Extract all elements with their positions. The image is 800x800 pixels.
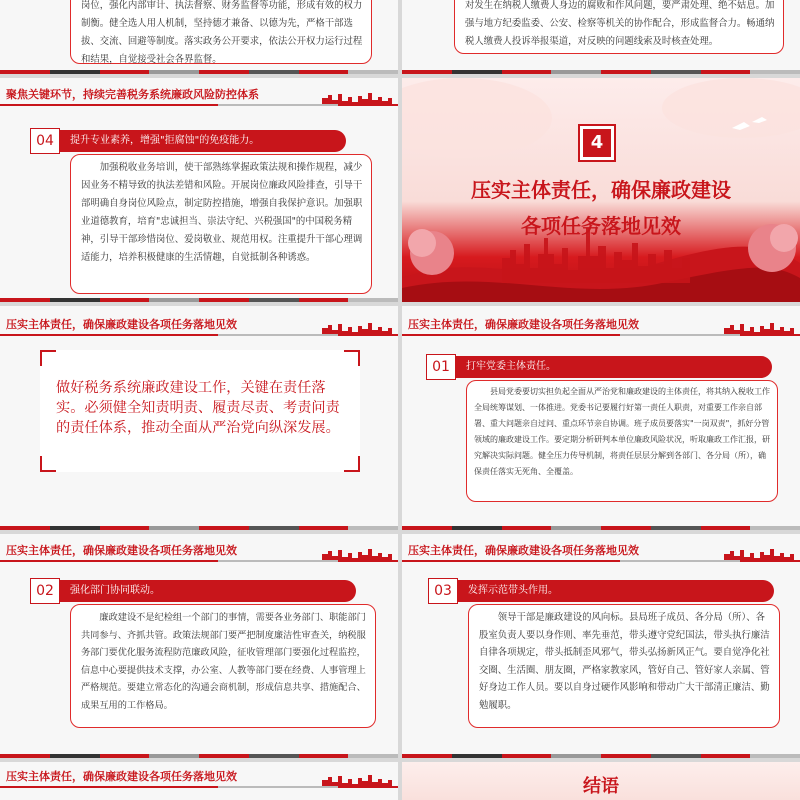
text-box xyxy=(70,604,376,728)
header-rule xyxy=(0,104,398,106)
slide-conclusion xyxy=(402,762,800,800)
section-title: 打牢党委主体责任。 xyxy=(466,361,556,372)
header-rule xyxy=(402,560,800,562)
body-text: 岗位，强化内部审计、执法督察、财务监督等功能，形成有效的权力制衡。健全选人用人机制，坚持德才兼备、以德为先，严格干部选拔、交流、回避等制度。落实政务公开要求，依法公开权力运行过程和结果，自觉接受社会各界监督。 xyxy=(81,0,363,65)
header-rule xyxy=(402,334,800,336)
skyline-icon xyxy=(724,322,794,334)
section-tag xyxy=(426,356,772,378)
cover-title-line2: 各项任务落地见效 xyxy=(521,214,681,238)
header-rule xyxy=(0,334,398,336)
slide-quote xyxy=(0,306,398,530)
slide-leading-role xyxy=(402,534,800,758)
slide-next-left xyxy=(0,762,398,800)
skyline-icon xyxy=(322,92,392,104)
section-tag xyxy=(30,130,346,152)
header-rule xyxy=(0,786,398,788)
bottom-stripe xyxy=(402,754,800,758)
slide-header: 聚焦关键环节，持续完善税务系统廉政风险防控体系 xyxy=(6,88,259,101)
text-box xyxy=(454,0,784,54)
text-box xyxy=(70,0,372,64)
section-number: 04 xyxy=(30,128,60,154)
skyline-icon xyxy=(322,548,392,560)
skyline-icon xyxy=(322,774,392,786)
text-box xyxy=(70,154,372,294)
slide-section-cover xyxy=(402,78,800,302)
section-number: 01 xyxy=(426,354,456,380)
text-box xyxy=(466,380,778,502)
slide-top-left xyxy=(0,0,398,74)
slide-header: 压实主体责任，确保廉政建设各项任务落地见效 xyxy=(6,544,237,557)
section-title: 发挥示范带头作用。 xyxy=(468,585,558,596)
section-title: 提升专业素养，增强"拒腐蚀"的免疫能力。 xyxy=(70,135,260,146)
bottom-stripe xyxy=(0,754,398,758)
section-number: 03 xyxy=(428,578,458,604)
body-text: 领导干部是廉政建设的风向标。县局班子成员、各分局（所）、各股室负责人要以身作则、率先垂范，带头遵守党纪国法，带头执行廉洁自律各项规定，带头抵制歪风邪气，带头弘扬新风正气。要自觉净化社交圈、生活圈、朋友圈，严格家教家风，管好自己、管好家人亲属、管好身边工作人员。要以自身过硬作风影响和带动广大干部清正廉洁、勤勉履职。 xyxy=(479,612,770,711)
slide-header: 压实主体责任，确保廉政建设各项任务落地见效 xyxy=(408,544,639,557)
section-tag xyxy=(30,580,356,602)
slide-header: 压实主体责任，确保廉政建设各项任务落地见效 xyxy=(408,318,639,331)
bottom-stripe xyxy=(0,526,398,530)
quote-box xyxy=(40,350,360,472)
slide-party-committee xyxy=(402,306,800,530)
header-rule xyxy=(0,560,398,562)
conclusion-title: 结语 xyxy=(583,776,619,797)
section-number: 4 xyxy=(583,129,611,157)
section-number-box xyxy=(578,124,616,162)
skyline-icon xyxy=(322,322,392,334)
bottom-stripe xyxy=(402,70,800,74)
body-text: 加强税收业务培训，使干部熟练掌握政策法规和操作规程，减少因业务不精导致的执法差错和风险。开展岗位廉政风险排查，引导干部明确自身岗位风险点，制定防控措施，增强自我保护意识。加强职业道德教育，培育"忠诚担当、崇法守纪、兴税强国"的中国税务精神，引导干部珍惜岗位、爱岗敬业、规范用权。注重提升干部心理调适能力，培养积极健康的生活情趣，自觉抵制各种诱惑。 xyxy=(81,162,363,263)
slide-header: 压实主体责任，确保廉政建设各项任务落地见效 xyxy=(6,770,237,783)
section-number: 02 xyxy=(30,578,60,604)
section-tag xyxy=(428,580,774,602)
slide-coordination xyxy=(0,534,398,758)
bottom-stripe xyxy=(0,298,398,302)
body-text: 廉政建设不是纪检组一个部门的事情，需要各业务部门、职能部门共同参与、齐抓共管。政策法规部门要严把制度廉洁性审查关，纳税服务部门要优化服务流程防范廉政风险，征收管理部门要强化过程监控，信息中心要提供技术支撑，办公室、人教等部门要在经费、人事管理上严格规范。要建立常态化的沟通会商机制，形成信息共享、措施配合、成果互用的工作格局。 xyxy=(81,612,366,711)
text-box xyxy=(468,604,780,728)
bottom-stripe xyxy=(0,70,398,74)
body-text: 县局党委要切实担负起全面从严治党和廉政建设的主体责任，将其纳入税收工作全局统筹谋划、一体推进。党委书记要履行好第一责任人职责，对重要工作亲自部署、重大问题亲自过问、重点环节亲自协调。班子成员要落实"一岗双责"，抓好分管领域的廉政建设工作。要定期分析研判本单位廉政风险状况，听取廉政工作汇报，研究解决实际问题。健全压力传导机制，将责任层层分解到各部门、各分局（所），确保责任落实无死角、全覆盖。 xyxy=(474,387,770,476)
body-text: 对发生在纳税人缴费人身边的腐败和作风问题，要严肃处理、绝不姑息。加强与地方纪委监委、公安、检察等机关的协作配合，形成监督合力。畅通纳税人缴费人投诉举报渠道，对反映的问题线索及时核查处理。 xyxy=(465,0,775,47)
slide-top-right xyxy=(402,0,800,74)
cover-title-line1: 压实主体责任，确保廉政建设 xyxy=(471,178,731,202)
slide-risk-control xyxy=(0,78,398,302)
section-title: 强化部门协同联动。 xyxy=(70,585,160,596)
quote-text: 做好税务系统廉政建设工作，关键在责任落实。必须健全知责明责、履责尽责、考责问责的责任体系，推动全面从严治党向纵深发展。 xyxy=(56,380,340,436)
slide-header: 压实主体责任，确保廉政建设各项任务落地见效 xyxy=(6,318,237,331)
skyline-icon xyxy=(724,548,794,560)
bottom-stripe xyxy=(402,526,800,530)
